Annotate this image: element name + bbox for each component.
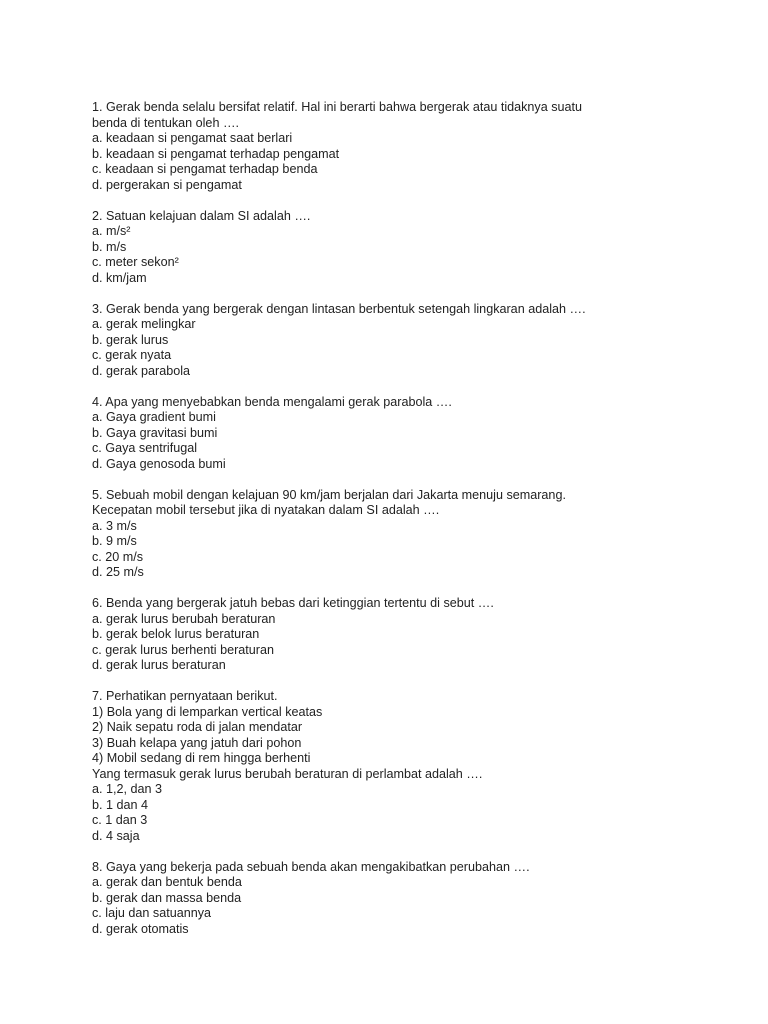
answer-option: a. gerak melingkar (92, 317, 196, 331)
answer-option: c. 20 m/s (92, 549, 144, 564)
question-text: Kecepatan mobil tersebut jika di nyatakan dalam SI adalah …. (92, 503, 440, 517)
answer-option: d. pergerakan si pengamat (92, 177, 242, 192)
statement-item: 1) Bola yang di lemparkan vertical keatas (92, 704, 323, 719)
statement-item: 2) Naik sepatu roda di jalan mendatar (92, 720, 303, 734)
answer-option: b. 1 dan 4 (92, 797, 149, 812)
question-6 (92, 596, 692, 674)
answer-option: d. 25 m/s (92, 565, 144, 579)
answer-option: d. 4 saja (92, 828, 140, 843)
question-text: Yang termasuk gerak lurus berubah beraturan di perlambat adalah …. (92, 766, 483, 781)
question-text: 2. Satuan kelajuan dalam SI adalah …. (92, 208, 311, 223)
question-2 (92, 209, 692, 287)
quiz-content (92, 100, 692, 953)
question-text: 7. Perhatikan pernyataan berikut. (92, 689, 278, 703)
question-8 (92, 860, 692, 938)
question-text: benda di tentukan oleh …. (92, 115, 240, 130)
question-text: 3. Gerak benda yang bergerak dengan lintasan berbentuk setengah lingkaran adalah …. (92, 301, 586, 316)
question-text: 6. Benda yang bergerak jatuh bebas dari ketinggian tertentu di sebut …. (92, 596, 494, 610)
answer-option: a. gerak lurus berubah beraturan (92, 611, 276, 626)
answer-option: b. Gaya gravitasi bumi (92, 425, 218, 440)
answer-option: a. keadaan si pengamat saat berlari (92, 131, 293, 145)
answer-option: d. km/jam (92, 270, 147, 285)
statement-item: 4) Mobil sedang di rem hingga berhenti (92, 751, 311, 765)
answer-option: c. laju dan satuannya (92, 906, 212, 920)
answer-option: c. gerak lurus berhenti beraturan (92, 642, 275, 657)
answer-option: c. gerak nyata (92, 348, 172, 362)
answer-option: c. 1 dan 3 (92, 813, 148, 827)
answer-option: b. gerak belok lurus beraturan (92, 627, 260, 641)
question-text: 1. Gerak benda selalu bersifat relatif. Hal ini berarti bahwa bergerak atau tidaknya suatu (92, 100, 583, 114)
answer-option: c. meter sekon² (92, 255, 179, 269)
question-text: 5. Sebuah mobil dengan kelajuan 90 km/jam berjalan dari Jakarta menuju semarang. (92, 487, 566, 502)
answer-option: b. 9 m/s (92, 534, 137, 548)
answer-option: a. gerak dan bentuk benda (92, 875, 242, 889)
question-3 (92, 302, 692, 380)
answer-option: d. Gaya genosoda bumi (92, 456, 226, 471)
answer-option: a. Gaya gradient bumi (92, 410, 216, 424)
answer-option: d. gerak lurus beraturan (92, 658, 226, 672)
answer-option: b. m/s (92, 239, 127, 254)
question-7 (92, 689, 692, 844)
answer-option: c. keadaan si pengamat terhadap benda (92, 162, 318, 176)
statement-item: 3) Buah kelapa yang jatuh dari pohon (92, 735, 302, 750)
answer-option: a. 1,2, dan 3 (92, 782, 163, 796)
answer-option: d. gerak parabola (92, 363, 191, 378)
answer-option: b. keadaan si pengamat terhadap pengamat (92, 146, 340, 161)
question-4 (92, 395, 692, 473)
answer-option: a. 3 m/s (92, 518, 137, 533)
answer-option: a. m/s² (92, 224, 131, 238)
question-1 (92, 100, 692, 193)
answer-option: b. gerak dan massa benda (92, 890, 242, 905)
answer-option: b. gerak lurus (92, 332, 169, 347)
question-text: 8. Gaya yang bekerja pada sebuah benda akan mengakibatkan perubahan …. (92, 859, 530, 874)
answer-option: c. Gaya sentrifugal (92, 441, 197, 455)
question-5 (92, 488, 692, 581)
answer-option: d. gerak otomatis (92, 921, 189, 936)
question-text: 4. Apa yang menyebabkan benda mengalami gerak parabola …. (92, 394, 452, 409)
